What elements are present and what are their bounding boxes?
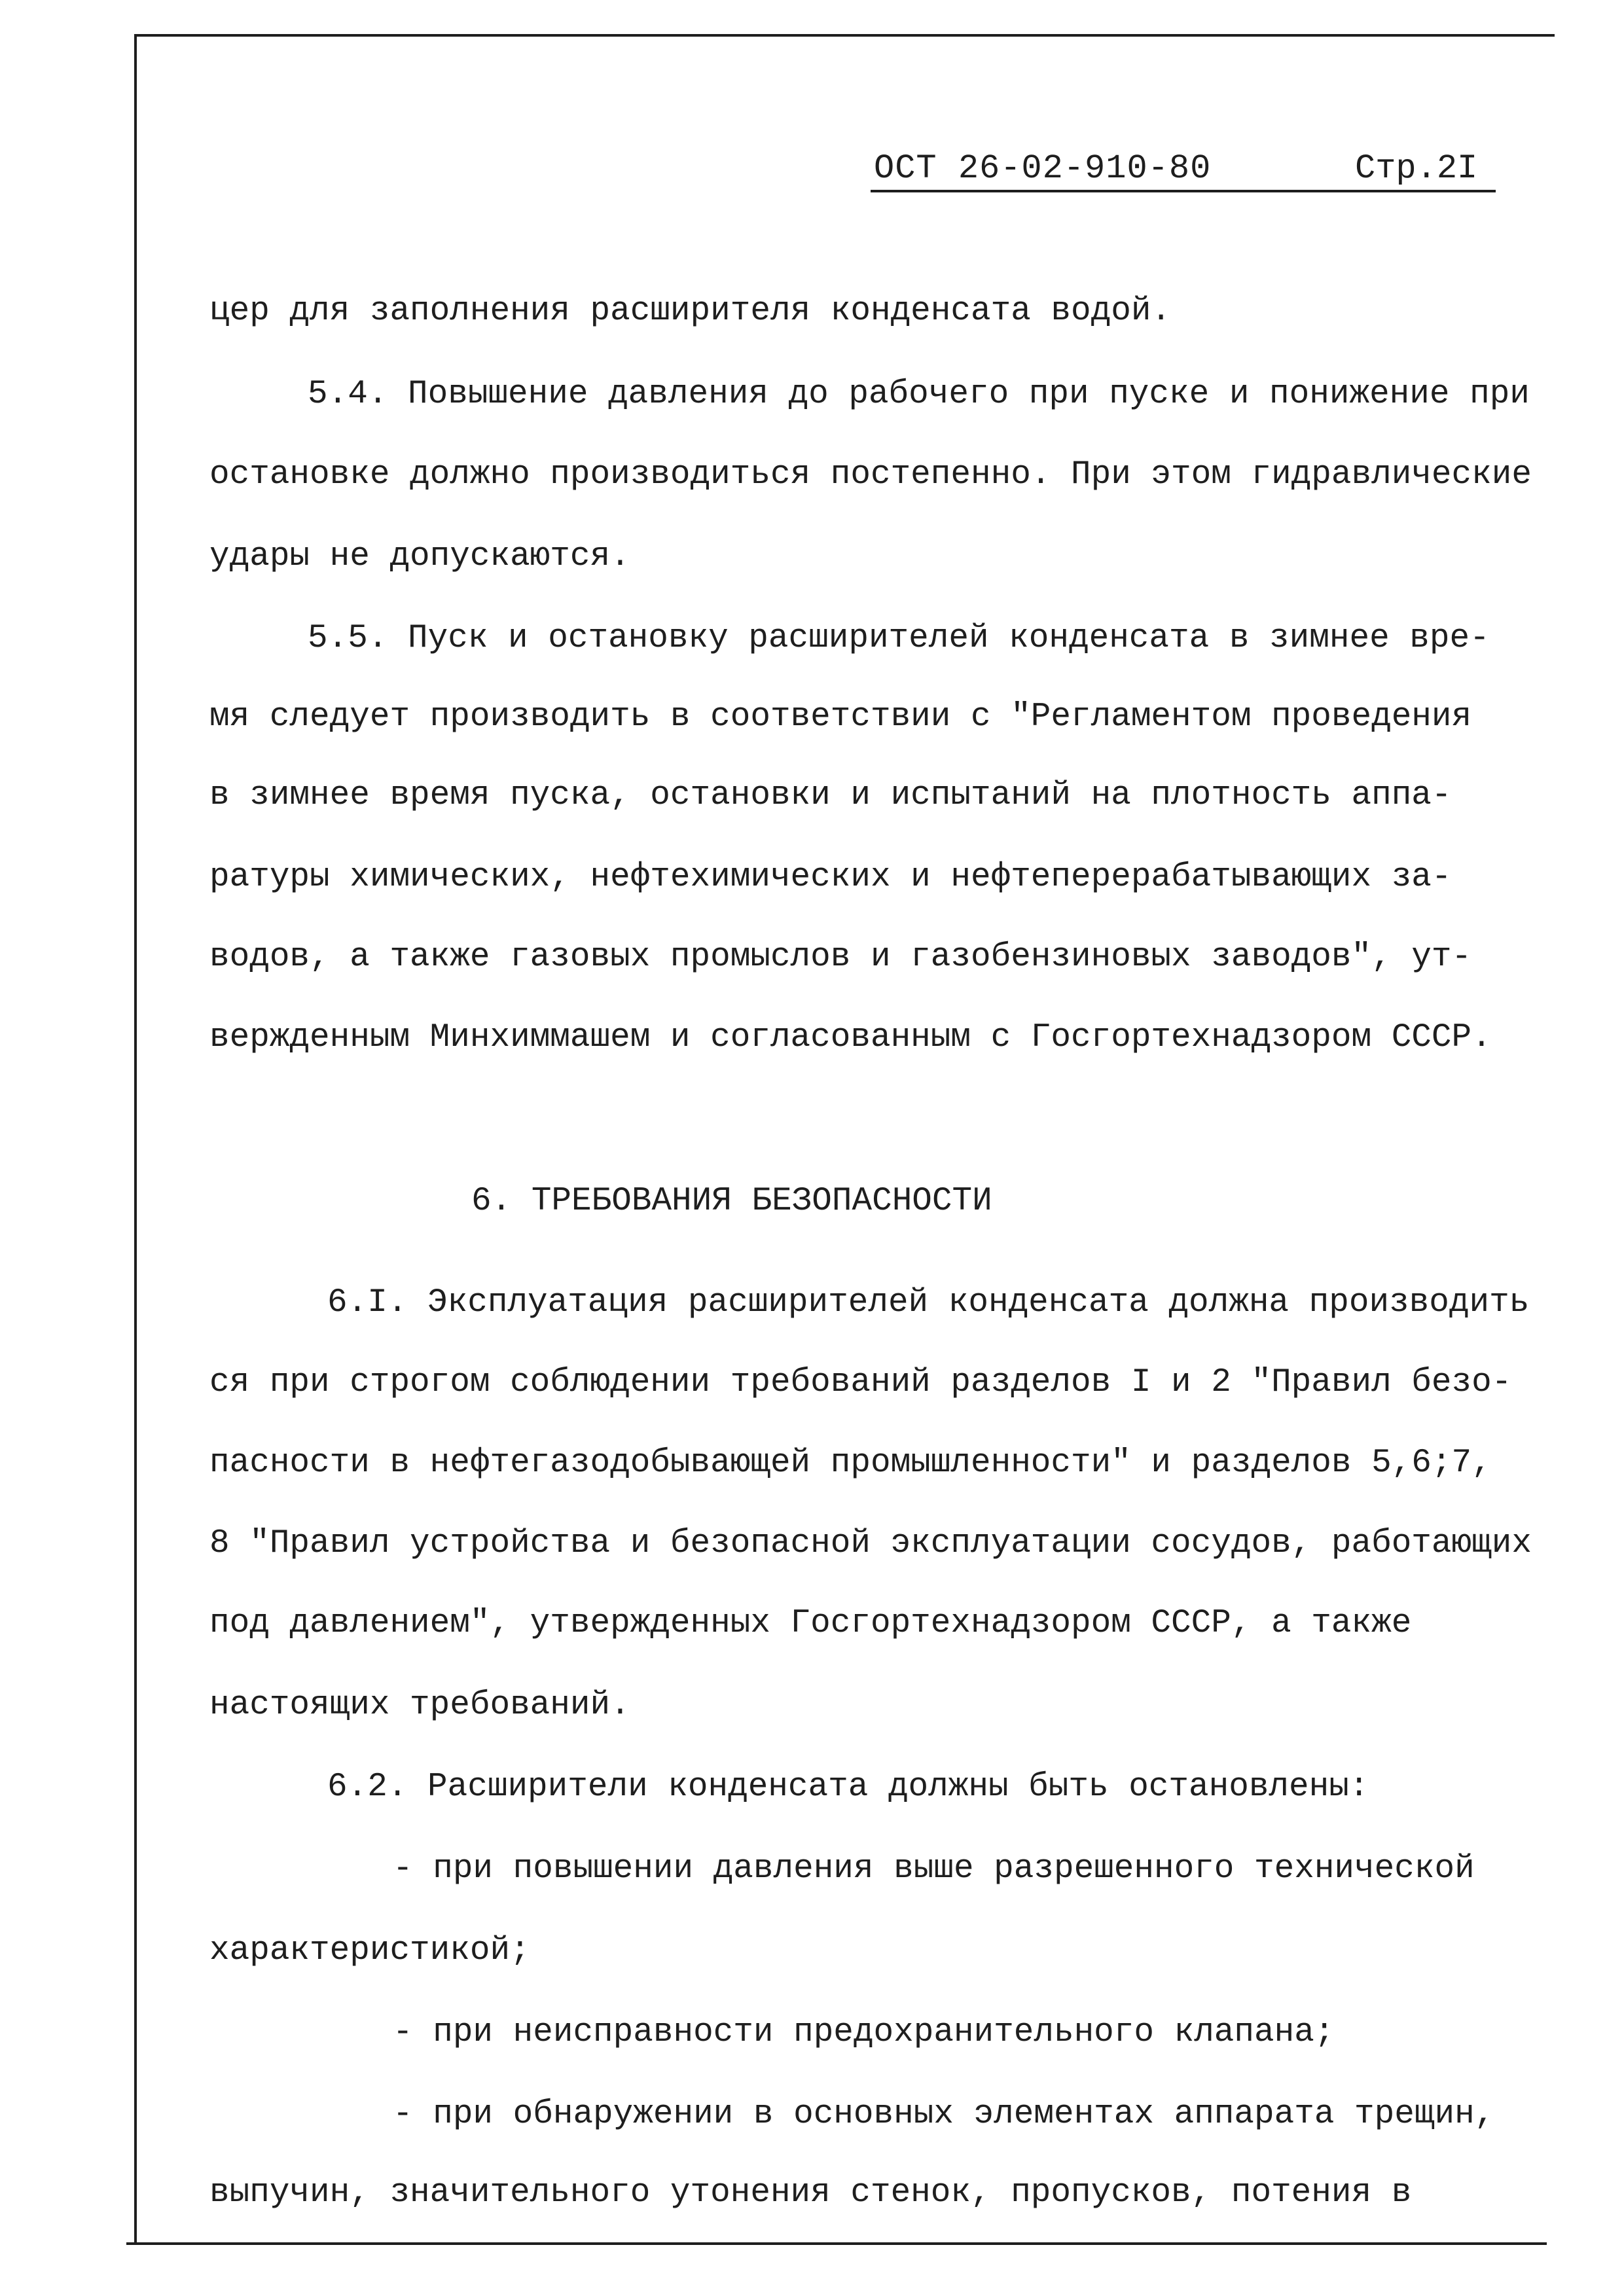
page-frame-bottom-border xyxy=(126,2242,1547,2245)
document-number: ОСТ 26-02-910-80 xyxy=(874,149,1212,188)
text-line: выпучин, значительного утонения стенок, пропусков, потения в xyxy=(209,2174,1412,2212)
page-number: Стр.2I xyxy=(1355,149,1478,188)
page-frame-top-border xyxy=(134,34,1555,37)
text-line: 6.I. Эксплуатация расширителей конденсата должна производить xyxy=(327,1284,1530,1321)
text-line: 6.2. Расширители конденсата должны быть остановлены: xyxy=(327,1768,1369,1806)
text-line: 5.5. Пуск и остановку расширителей конденсата в зимнее вре- xyxy=(308,620,1490,657)
text-line: в зимнее время пуска, остановки и испытаний на плотность аппа- xyxy=(209,777,1452,814)
text-line: вержденным Минхиммашем и согласованным с Госгортехнадзором СССР. xyxy=(209,1019,1492,1056)
text-line: - при повышении давления выше разрешенного технической xyxy=(393,1850,1475,1888)
text-line: цер для заполнения расширителя конденсата водой. xyxy=(209,293,1172,330)
text-line: 5.4. Повышение давления до рабочего при пуске и понижение при xyxy=(308,376,1530,413)
text-line: под давлением", утвержденных Госгортехнадзором СССР, а также xyxy=(209,1605,1412,1642)
text-line: ратуры химических, нефтехимических и нефтеперерабатывающих за- xyxy=(209,859,1452,896)
section-heading: 6. ТРЕБОВАНИЯ БЕЗОПАСНОСТИ xyxy=(471,1183,992,1220)
text-line: пасности в нефтегазодобывающей промышленности" и разделов 5,6;7, xyxy=(209,1444,1492,1482)
text-line: настоящих требований. xyxy=(209,1687,630,1724)
header-underline xyxy=(871,190,1496,192)
text-line: характеристикой; xyxy=(209,1932,530,1969)
text-line: остановке должно производиться постепенно. При этом гидравлические xyxy=(209,456,1532,493)
text-line: удары не допускаются. xyxy=(209,538,630,575)
text-line: мя следует производить в соответствии с "Регламентом проведения xyxy=(209,698,1472,736)
text-line: ся при строгом соблюдении требований разделов I и 2 "Правил безо- xyxy=(209,1364,1512,1401)
text-line: 8 "Правил устройства и безопасной эксплуатации сосудов, работающих xyxy=(209,1525,1532,1562)
text-line: - при неисправности предохранительного клапана; xyxy=(393,2014,1335,2051)
page-frame-left-border xyxy=(134,34,137,2245)
text-line: - при обнаружении в основных элементах аппарата трещин, xyxy=(393,2096,1495,2133)
text-line: водов, а также газовых промыслов и газобензиновых заводов", ут- xyxy=(209,939,1472,976)
